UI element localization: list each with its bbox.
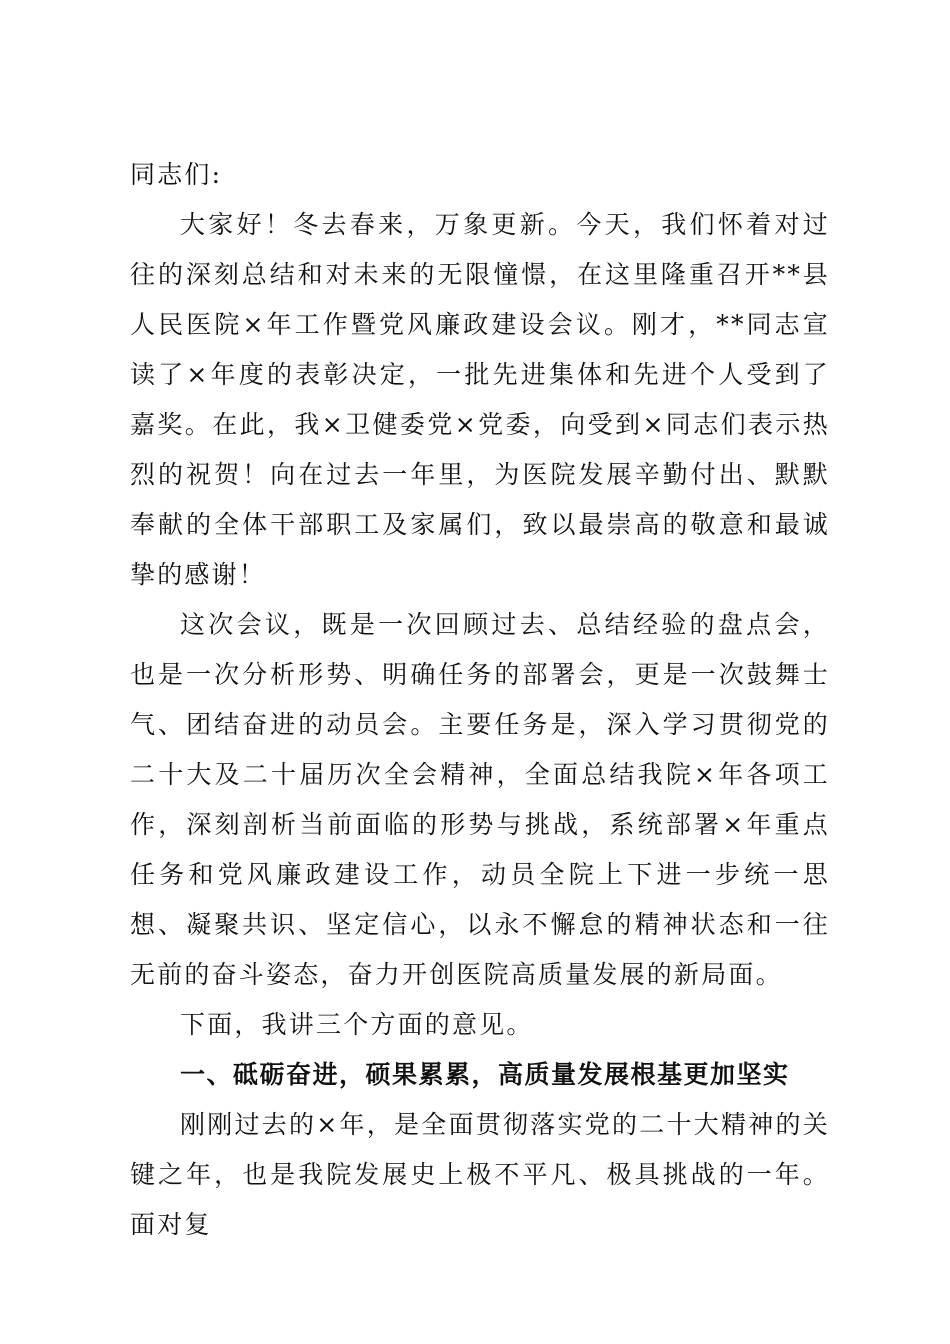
- paragraph-section-one: 刚刚过去的×年，是全面贯彻落实党的二十大精神的关键之年，也是我院发展史上极不平凡、极具挑战的一年。面对复: [130, 1110, 830, 1239]
- document-body: [130, 150, 830, 1250]
- paragraph-outline-intro: 下面，我讲三个方面的意见。: [180, 1010, 534, 1039]
- section-heading: 一、砥砺奋进，硕果累累，高质量发展根基更加坚实: [180, 1060, 790, 1089]
- paragraph-meeting-purpose: 这次会议，既是一次回顾过去、总结经验的盘点会，也是一次分析形势、明确任务的部署会，更是一次鼓舞士气、团结奋进的动员会。主要任务是，深入学习贯彻党的二十大及二十届历次全会精神，全面总结我院×年各项工作，深刻剖析当前面临的形势与挑战，系统部署×年重点任务和党风廉政建设工作，动员全院上下进一步统一思想、凝聚共识、坚定信心，以永不懈怠的精神状态和一往无前的奋斗姿态，奋力开创医院高质量发展的新局面。: [130, 610, 830, 989]
- salutation: 同志们:: [130, 160, 223, 189]
- paragraph-greeting: 大家好！冬去春来，万象更新。今天，我们怀着对过往的深刻总结和对未来的无限憧憬，在这里隆重召开**县人民医院×年工作暨党风廉政建设会议。刚才，**同志宣读了×年度的表彰决定，一批先进集体和先进个人受到了嘉奖。在此，我×卫健委党×党委，向受到×同志们表示热烈的祝贺！向在过去一年里，为医院发展辛勤付出、默默奉献的全体干部职工及家属们，致以最崇高的敬意和最诚挚的感谢！: [130, 210, 830, 589]
